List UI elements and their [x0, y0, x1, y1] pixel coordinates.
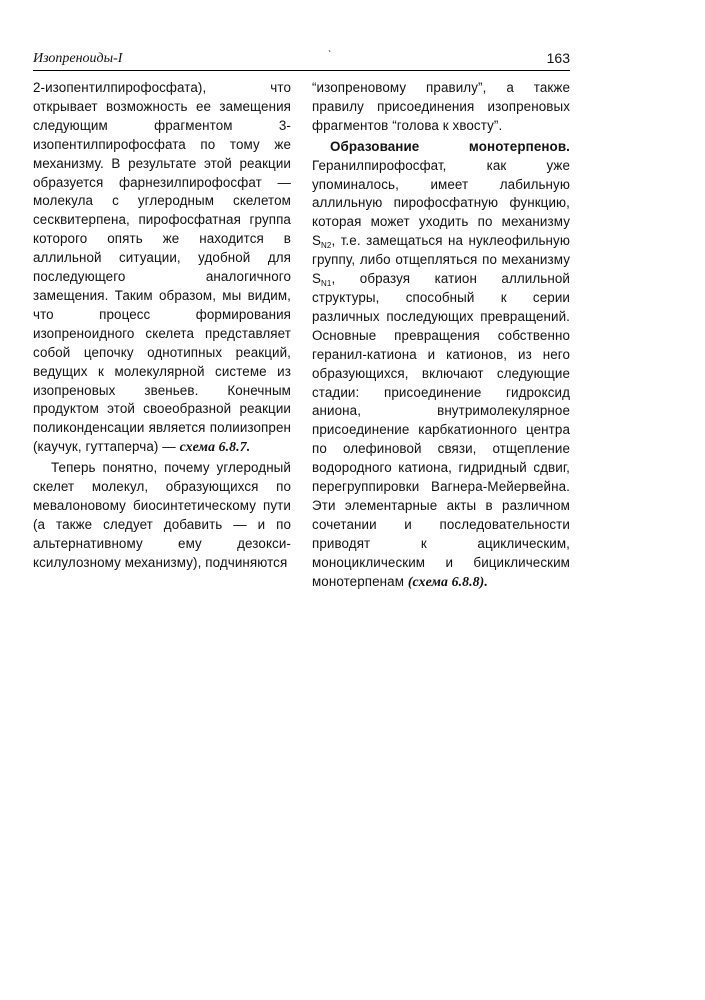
page-number: 163	[546, 50, 570, 66]
left-paragraph-1	[33, 79, 291, 457]
right-paragraph-2-part-2: , т.е. замещаться на нуклеофильную группу, либо отщепляться по механизму S	[312, 233, 570, 287]
running-title: Изопреноиды-I	[33, 51, 123, 66]
right-paragraph-2-part-1: Геранилпирофосфат, как уже упоминалось, имеет лабильную аллильную пирофосфатную функцию, которая может уходить по механизму S	[312, 157, 570, 249]
page-header	[33, 50, 570, 72]
scheme-reference: схема 6.8.7.	[179, 439, 251, 455]
section-heading: Образование монотерпенов.	[330, 138, 570, 154]
left-paragraph-2: Теперь понятно, почему углеродный скелет молекул, образующихся по мевалоновому биосинтетическому пути (а также следует добавить — и по альтернативному ему дезокси-ксилулозному механизму), подчиняются	[33, 460, 291, 570]
header-rule	[33, 70, 570, 71]
right-column	[312, 79, 570, 591]
right-paragraph-2	[312, 138, 570, 592]
right-paragraph-1: “изопреновому правилу”, а также правилу присоединения изопреновых фрагментов “голова к хвосту”.	[312, 80, 570, 133]
left-paragraph-1-text: 2-изопентилпирофосфата), что открывает возможность ее замещения следующим фрагментом 3-изопентилпирофосфата по тому же механизму. В результате этой реакции образуется фарнезилпирофосфат — молекула с углеродным скелетом сесквитерпена, пирофосфатная группа которого опять же находится в аллильной ситуации, удобной для последующего аналогичного замещения. Таким образом, мы видим, что процесс формирования изопреноидного скелета представляет собой цепочку однотипных реакций, ведущих к молекулярной системе из изопреновых звеньев. Конечным продуктом этой своеобразной реакции поликонденсации является полиизопрен (каучук, гуттаперча) —	[33, 80, 291, 455]
subscript-sn2: N2	[321, 241, 332, 251]
left-column	[33, 79, 291, 573]
subscript-sn1: N1	[321, 279, 332, 289]
scheme-reference: (схема 6.8.8).	[407, 573, 488, 589]
print-speck: ˋ	[328, 50, 332, 61]
right-paragraph-2-part-3: , образуя катион аллильной структуры, способный к серии различных последующих превращений. Основные превращения собственно геранил-катиона и катионов, из него образующихся, включают следующие стадии: присоединение гидроксид аниона, внутримолекулярное присоединение карбкатионного центра по олефиновой связи, отщепление водородного катиона, гидридный сдвиг, перегруппировки Вагнера-Мейервейна. Эти элементарные акты в различном сочетании и последовательности приводят к ациклическим, моноциклическим и бициклическим монотерпенам	[312, 271, 570, 589]
